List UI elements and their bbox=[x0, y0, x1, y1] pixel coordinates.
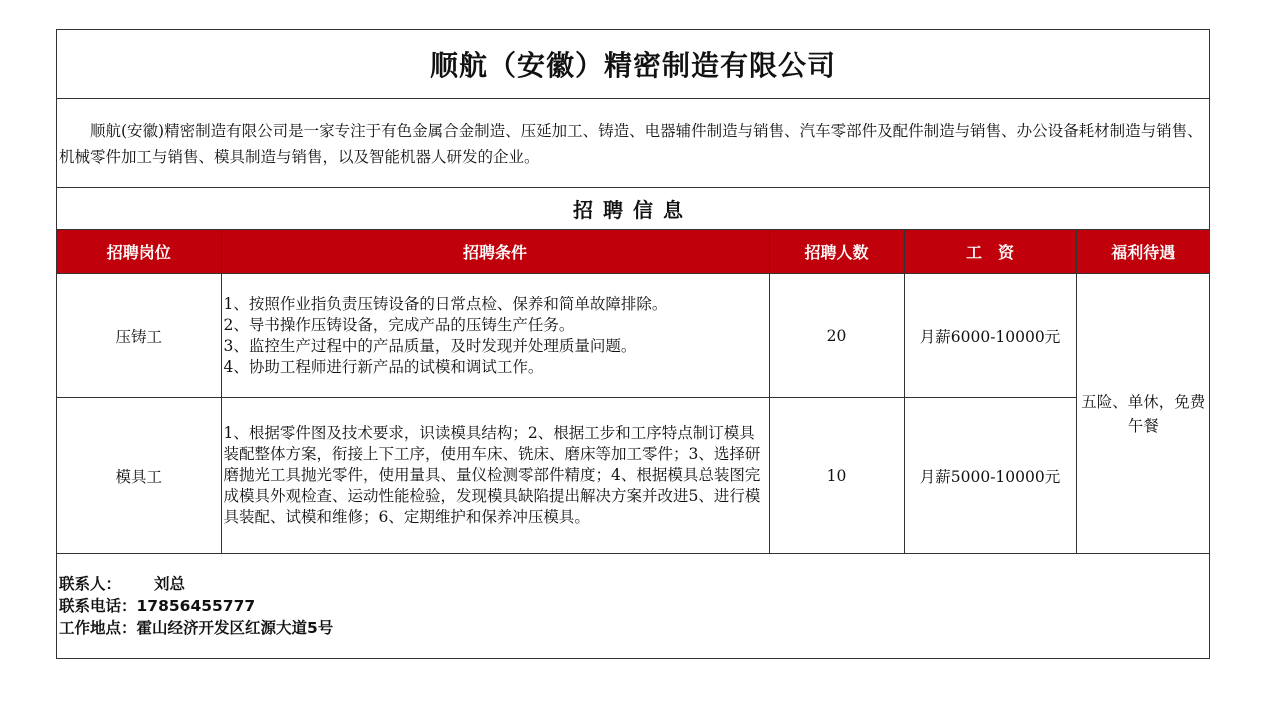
salary-cell: 月薪6000-10000元 bbox=[904, 274, 1076, 398]
contact-phone-label: 联系电话： bbox=[59, 597, 137, 615]
table-header-row bbox=[57, 230, 1210, 274]
recruitment-sheet bbox=[56, 29, 1210, 659]
contact-address-label: 工作地点： bbox=[59, 619, 137, 637]
condition-line: 4、协助工程师进行新产品的试模和调试工作。 bbox=[223, 357, 544, 376]
position-cell: 压铸工 bbox=[57, 274, 221, 398]
contact-address-value: 霍山经济开发区红源大道5号 bbox=[136, 619, 334, 637]
table-row bbox=[57, 398, 1210, 554]
contact-person-row bbox=[59, 573, 333, 595]
condition-line: 1、根据零件图及技术要求，识读模具结构；2、根据工步和工序特点制订模具装配整体方案，衔接上下工序，使用车床、铣床、磨床等加工零件；3、选择研磨抛光工具抛光零件，使用量具、量仪检测零部件精度；4、根据模具总装图完成模具外观检查、运动性能检验，发现模具缺陷提出解决方案并改进5、进行模具装配、试模和维修；6、定期维护和保养冲压模具。 bbox=[223, 424, 761, 526]
company-intro: 顺航(安徽)精密制造有限公司是一家专注于有色金属合金制造、压延加工、铸造、电器辅件制造与销售、汽车零部件及配件制造与销售、办公设备耗材制造与销售、机械零件加工与销售、模具制造与销售，以及智能机器人研发的企业。 bbox=[57, 98, 1209, 188]
contact-phone-row bbox=[59, 595, 333, 617]
header-salary: 工 资 bbox=[904, 230, 1076, 274]
condition-line: 1、按照作业指负责压铸设备的日常点检、保养和简单故障排除。 bbox=[223, 294, 668, 313]
header-benefits: 福利待遇 bbox=[1076, 230, 1210, 274]
company-title: 顺航（安徽）精密制造有限公司 bbox=[57, 30, 1209, 99]
contact-phone-value: 17856455777 bbox=[136, 597, 256, 615]
condition-line: 2、导书操作压铸设备，完成产品的压铸生产任务。 bbox=[223, 315, 575, 334]
contact-person-label: 联系人： bbox=[59, 575, 122, 593]
contact-address-row bbox=[59, 617, 333, 639]
header-position: 招聘岗位 bbox=[57, 230, 221, 274]
benefits-cell: 五险、单休，免费午餐 bbox=[1076, 274, 1210, 554]
section-title: 招聘信息 bbox=[573, 198, 693, 222]
conditions-cell bbox=[221, 274, 769, 398]
header-count: 招聘人数 bbox=[769, 230, 904, 274]
header-conditions: 招聘条件 bbox=[221, 230, 769, 274]
condition-line: 3、监控生产过程中的产品质量，及时发现并处理质量问题。 bbox=[223, 336, 637, 355]
table-row bbox=[57, 274, 1210, 398]
contact-block bbox=[59, 573, 333, 639]
conditions-cell bbox=[221, 398, 769, 554]
contact-person-value: 刘总 bbox=[154, 575, 186, 593]
position-cell: 模具工 bbox=[57, 398, 221, 554]
count-cell: 20 bbox=[769, 274, 904, 398]
jobs-table bbox=[57, 229, 1210, 554]
salary-cell: 月薪5000-10000元 bbox=[904, 398, 1076, 554]
count-cell: 10 bbox=[769, 398, 904, 554]
